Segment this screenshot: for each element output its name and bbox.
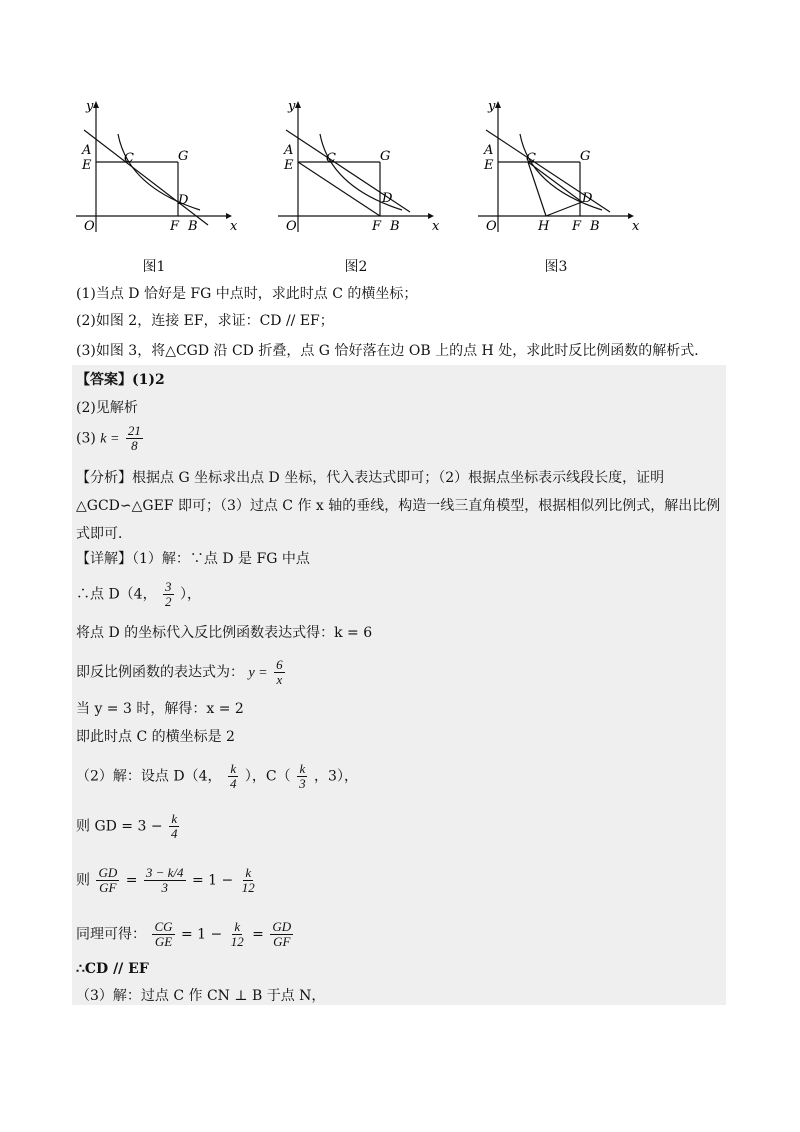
figure-3-graph: [470, 92, 642, 252]
label-x: x: [632, 219, 640, 234]
figure-2-caption: 图2: [344, 259, 368, 275]
detail-9-rest: = 1 −: [191, 872, 234, 889]
detail-line-6: 即此时点 C 的横坐标是 2: [76, 729, 235, 745]
label-D: D: [382, 191, 393, 206]
detail-4-numerator: 6: [276, 657, 283, 672]
detail-line-4: [76, 658, 287, 687]
detail-8-denominator: 4: [171, 826, 178, 841]
label-E: E: [82, 158, 92, 173]
detail-line-5: 当 y = 3 时，解得：x = 2: [76, 701, 244, 717]
answer-3-k: k =: [100, 431, 120, 447]
detail-10-prefix: 同理可得：: [76, 926, 146, 943]
detail-2-fraction: [163, 580, 174, 609]
answer-3-numerator: 21: [127, 423, 141, 438]
label-C: C: [526, 151, 536, 166]
answer-2: (2)见解析: [76, 400, 138, 416]
label-A: A: [284, 143, 294, 158]
detail-7-prefix: （2）解：设点 D（4，: [76, 768, 222, 785]
detail-9-denominator-1: GF: [99, 880, 117, 895]
detail-7-fraction-1: [228, 762, 239, 791]
question-1: (1)当点 D 恰好是 FG 中点时，求此时点 C 的横坐标；: [76, 286, 418, 302]
detail-10-fraction-3: [270, 920, 293, 949]
detail-10-numerator-3: GD: [272, 919, 292, 934]
detail-9-numerator-2: 3 − k/4: [145, 865, 184, 880]
detail-line-2: [76, 580, 201, 609]
detail-7-suffix: ，3），: [314, 768, 358, 785]
label-G: G: [580, 149, 591, 164]
detail-4-prefix: 即反比例函数的表达式为：: [76, 664, 244, 681]
label-G: G: [178, 149, 189, 164]
detail-7-numerator-2: k: [299, 761, 306, 776]
detail-8-prefix: 则 GD = 3 −: [76, 818, 163, 835]
detail-7-numerator-1: k: [230, 761, 237, 776]
label-x: x: [230, 219, 238, 234]
detail-8-numerator: k: [171, 811, 178, 826]
detail-line-7: [76, 762, 358, 791]
label-O: O: [84, 219, 95, 234]
detail-9-prefix: 则: [76, 872, 90, 889]
label-B: B: [390, 219, 400, 234]
question-2: (2)如图 2，连接 EF，求证：CD // EF；: [76, 313, 334, 329]
detail-9-numerator-1: GD: [98, 865, 118, 880]
detail-10-denominator-3: GF: [273, 934, 291, 949]
detail-7-fraction-2: [297, 762, 308, 791]
detail-line-3: 将点 D 的坐标代入反比例函数表达式得：k = 6: [76, 625, 373, 641]
label-A: A: [484, 143, 494, 158]
label-B: B: [188, 219, 198, 234]
figure-3-caption: 图3: [544, 259, 568, 275]
figure-2-graph: [270, 92, 442, 252]
detail-9-fraction-3: [240, 866, 257, 895]
label-A: A: [82, 143, 92, 158]
label-y: y: [488, 99, 496, 114]
detail-10-mid: = 1 −: [180, 926, 223, 943]
detail-line-1: 【详解】（1）解：∵点 D 是 FG 中点: [76, 551, 310, 567]
detail-line-9: [76, 866, 259, 895]
detail-10-numerator-1: CG: [154, 919, 173, 934]
figure-1-caption: 图1: [142, 259, 166, 275]
detail-line-8: [76, 812, 182, 841]
detail-4-fraction: [274, 658, 285, 687]
label-D: D: [582, 191, 593, 206]
label-H: H: [538, 219, 550, 234]
label-C: C: [124, 151, 134, 166]
detail-10-numerator-2: k: [234, 919, 241, 934]
label-x: x: [432, 219, 440, 234]
label-y: y: [288, 99, 296, 114]
figure-1-graph: [68, 92, 240, 252]
answer-heading: 【答案】(1)2: [76, 372, 165, 388]
detail-2-numerator: 3: [165, 579, 172, 594]
analysis-line-2: △GCD∽△GEF 即可；（3）过点 C 作 x 轴的垂线，构造一线三直角模型，根据相似列比例式，解出比例: [76, 498, 721, 514]
detail-line-10: [76, 920, 295, 949]
detail-4-denominator: x: [276, 672, 283, 687]
label-C: C: [326, 151, 336, 166]
detail-7-denominator-1: 4: [229, 776, 237, 791]
label-F: F: [372, 219, 382, 234]
label-E: E: [484, 158, 494, 173]
detail-2-prefix: ∴点 D（4，: [76, 586, 157, 603]
label-F: F: [170, 219, 180, 234]
label-O: O: [286, 219, 297, 234]
figure-3: [470, 92, 642, 282]
question-3: (3)如图 3，将△CGD 沿 CD 折叠，点 G 恰好落在边 OB 上的点 H 处，求此时反比例函数的解析式．: [76, 343, 709, 359]
label-D: D: [178, 193, 189, 208]
figure-1: [68, 92, 240, 282]
detail-2-suffix: ），: [180, 586, 201, 603]
detail-10-eq: =: [252, 926, 264, 943]
detail-10-fraction-2: [229, 920, 246, 949]
detail-8-fraction: [169, 812, 180, 841]
label-O: O: [486, 219, 497, 234]
detail-10-denominator-2: 12: [230, 934, 244, 949]
detail-line-11: ∴CD // EF: [76, 961, 149, 977]
label-y: y: [86, 99, 94, 114]
answer-3-denominator: 8: [131, 438, 138, 453]
label-B: B: [590, 219, 600, 234]
detail-7-mid: ），C（: [244, 768, 291, 785]
detail-10-denominator-1: GE: [154, 934, 173, 949]
answer-3-fraction: [126, 424, 143, 453]
answer-3-prefix: (3): [76, 430, 96, 447]
detail-4-lhs: y =: [248, 665, 268, 681]
figure-2: [270, 92, 442, 282]
detail-line-12: （3）解：过点 C 作 CN ⊥ B 于点 N，: [76, 988, 326, 1004]
detail-9-numerator-3: k: [245, 865, 252, 880]
detail-7-denominator-2: 3: [299, 776, 306, 791]
label-G: G: [380, 149, 391, 164]
analysis-line-3: 式即可．: [76, 526, 132, 542]
detail-9-denominator-2: 3: [161, 880, 168, 895]
detail-9-fraction-2: [144, 866, 186, 895]
detail-2-denominator: 2: [165, 594, 172, 609]
label-E: E: [284, 158, 294, 173]
detail-9-denominator-3: 12: [241, 880, 255, 895]
detail-9-eq: =: [125, 872, 138, 889]
label-F: F: [572, 219, 582, 234]
detail-9-fraction-1: [96, 866, 119, 895]
analysis-line-1: 【分析】根据点 G 坐标求出点 D 坐标，代入表达式即可；（2）根据点坐标表示线段长度，证明: [76, 470, 665, 486]
answer-3: [76, 424, 145, 453]
detail-10-fraction-1: [152, 920, 174, 949]
